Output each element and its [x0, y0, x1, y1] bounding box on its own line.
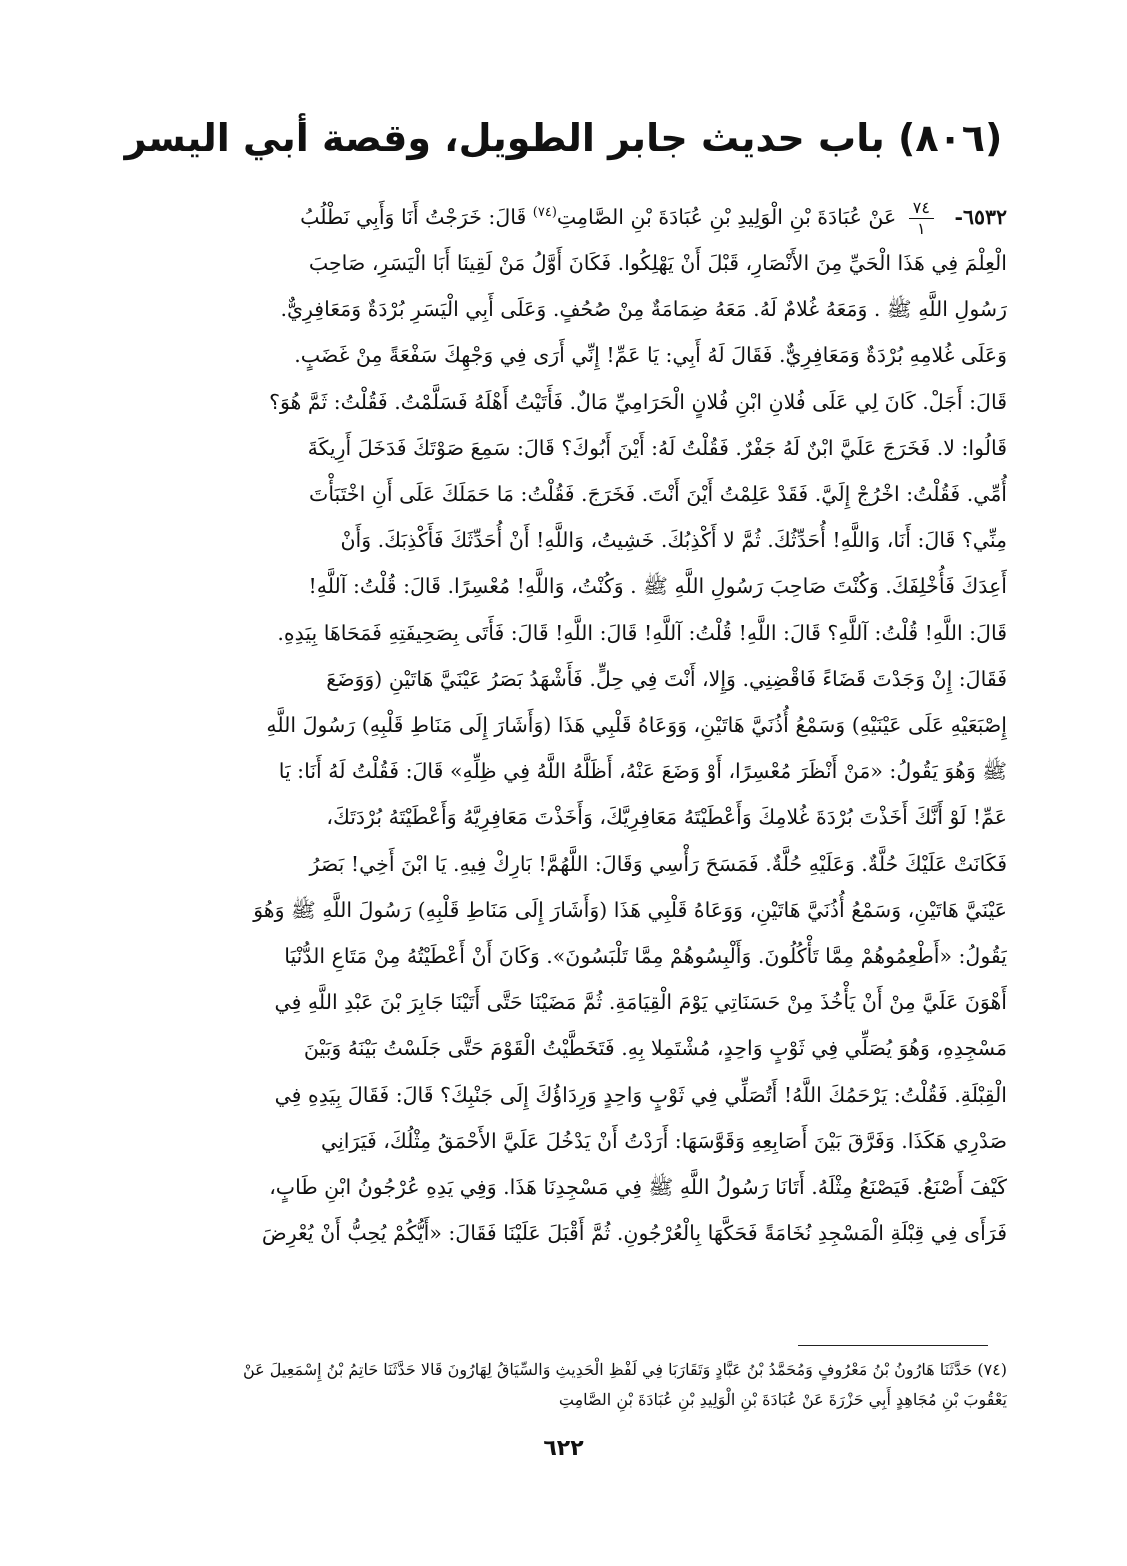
hadith-line: أَهْوَنَ عَلَيَّ مِنْ أَنْ يَأْخُذَ مِنْ حَسَنَاتِي يَوْمَ الْقِيَامَةِ. ثُمَّ مَضَيْنَا حَتَّى أَتَيْنَا جَابِرَ بْنَ عَبْدِ اللَّهِ فِي: [274, 990, 1007, 1015]
footnote-separator: [798, 1345, 988, 1346]
footnote-line: يَعْقُوبَ بْنِ مُجَاهِدٍ أَبِي حَزْرَةَ عَنْ عُبَادَةَ بْنِ الْوَلِيدِ بْنِ عُبَادَةَ بْنِ الصَّامِتِ: [558, 1390, 1007, 1409]
hadith-body: [122, 190, 1007, 1300]
hadith-line: وَعَلَى غُلامِهِ بُرْدَةٌ وَمَعَافِرِيٌّ. فَقَالَ لَهُ أَبِي: يَا عَمِّ! إِنِّي أَرَى فِي وَجْهِكَ سَفْعَةً مِنْ غَضَبٍ.: [294, 343, 1007, 368]
hadith-line: كَيْفَ أَصْنَعُ. فَيَصْنَعُ مِثْلَهُ. أَتَانَا رَسُولُ اللَّهِ ﷺ فِي مَسْجِدِنَا هَذَا. وَفِي يَدِهِ عُرْجُونُ ابْنِ طَابٍ،: [269, 1175, 1007, 1200]
hadith-line: قَالَ: أَجَلْ. كَانَ لِي عَلَى فُلانِ ابْنِ فُلانٍ الْحَرَامِيِّ مَالٌ. فَأَتَيْتُ أَهْلَهُ فَسَلَّمْتُ. فَقُلْتُ: ثَمَّ هُوَ؟: [269, 389, 1007, 414]
hadith-line: عَمِّ! لَوْ أَنَّكَ أَخَذْتَ بُرْدَةَ غُلامِكَ وَأَعْطَيْتَهُ مَعَافِرِيَّكَ، وَأَخَذْتَ مَعَافِرِيَّهُ وَأَعْطَيْتَهُ بُرْدَتَكَ،: [326, 805, 1007, 830]
hadith-number: ٦٥٣٢-: [954, 204, 1007, 229]
hadith-line: قَالُوا: لا. فَخَرَجَ عَلَيَّ ابْنٌ لَهُ جَفْرٌ. فَقُلْتُ لَهُ: أَيْنَ أَبُوكَ؟ قَالَ: سَمِعَ صَوْتَكَ فَدَخَلَ أَرِيكَةَ: [307, 435, 1007, 460]
footnote-line: (٧٤) حَدَّثَنَا هَارُونُ بْنُ مَعْرُوفٍ وَمُحَمَّدُ بْنُ عَبَّادٍ وَتَقَارَبَا فِي لَفْظِ الْحَدِيثِ وَالسِّيَاقُ لِهَارُونَ قَالا حَدَّثَنَا حَاتِمُ بْنُ إِسْمَعِيلَ عَنْ: [242, 1360, 1007, 1379]
hadith-first-line: [122, 190, 1007, 240]
hadith-line: مِنِّي؟ قَالَ: أَنَا، وَاللَّهِ! أُحَدِّثُكَ. ثُمَّ لا أَكْذِبُكَ. خَشِيتُ، وَاللَّهِ! أَنْ أُحَدِّثَكَ فَأَكْذِبَكَ. وَأَنْ: [340, 528, 1007, 553]
footnote: [122, 1355, 1007, 1415]
hadith-line: فَرَأَى فِي قِبْلَةِ الْمَسْجِدِ نُخَامَةً فَحَكَّهَا بِالْعُرْجُونِ. ثُمَّ أَقْبَلَ عَلَيْنَا فَقَالَ: «أَيُّكُمْ يُحِبُّ أَنْ يُعْرِضَ: [261, 1221, 1007, 1246]
reference-numerator: ٧٤: [909, 200, 934, 219]
chapter-title: (٨٠٦) باب حديث جابر الطويل، وقصة أبي اليسر: [124, 116, 1003, 160]
hadith-line: إِصْبَعَيْهِ عَلَى عَيْنَيْهِ) وَسَمْعُ أُذُنَيَّ هَاتَيْنِ، وَوَعَاهُ قَلْبِي هَذَا (وَأَشَارَ إِلَى مَنَاطِ قَلْبِهِ) رَسُولَ اللَّهِ: [266, 713, 1007, 738]
hadith-line: فَقَالَ: إِنْ وَجَدْتَ قَضَاءً فَاقْضِنِي. وَإِلا، أَنْتَ فِي حِلٍّ. فَأَشْهَدُ بَصَرُ عَيْنَيَّ هَاتَيْنِ (وَوَضَعَ: [326, 666, 1007, 691]
footnote-reference-marker: (٧٤): [532, 205, 557, 220]
hadith-reference-fraction: [909, 197, 934, 238]
hadith-line: الْقِبْلَةِ. فَقُلْتُ: يَرْحَمُكَ اللَّهُ! أَتُصَلِّي فِي ثَوْبٍ وَاحِدٍ وَرِدَاؤُكَ إِلَى جَنْبِكَ؟ قَالَ: فَقَالَ بِيَدِهِ فِي: [274, 1082, 1007, 1107]
hadith-line: فَكَانَتْ عَلَيْكَ حُلَّةٌ. وَعَلَيْهِ حُلَّةٌ. فَمَسَحَ رَأْسِي وَقَالَ: اللَّهُمَّ! بَارِكْ فِيهِ. يَا ابْنَ أَخِي! بَصَرُ: [309, 851, 1007, 876]
hadith-line: قَالَ: اللَّهِ! قُلْتُ: آللَّهِ؟ قَالَ: اللَّهِ! قُلْتُ: آللَّهِ! قَالَ: اللَّهِ! قَالَ: فَأَتَى بِصَحِيفَتِهِ فَمَحَاهَا بِيَدِهِ.: [277, 620, 1007, 645]
hadith-line: مَسْجِدِهِ، وَهُوَ يُصَلِّي فِي ثَوْبٍ وَاحِدٍ، مُشْتَمِلا بِهِ. فَتَخَطَّيْتُ الْقَوْمَ حَتَّى جَلَسْتُ بَيْنَهُ وَبَيْنَ: [303, 1036, 1007, 1061]
hadith-line: ﷺ وَهُوَ يَقُولُ: «مَنْ أَنْظَرَ مُعْسِرًا، أَوْ وَضَعَ عَنْهُ، أَظَلَّهُ اللَّهُ فِي ظِلِّهِ» قَالَ: فَقُلْتُ لَهُ أَنَا: يَا: [278, 759, 1007, 784]
hadith-line: يَقُولُ: «أَطْعِمُوهُمْ مِمَّا تَأْكُلُونَ. وَأَلْبِسُوهُمْ مِمَّا تَلْبَسُونَ». وَكَانَ أَنْ أَعْطَيْتُهُ مِنْ مَتَاعِ الدُّنْيَا: [284, 944, 1007, 969]
hadith-chain-text: عَنْ عُبَادَةَ بْنِ الْوَلِيدِ بْنِ عُبَادَةَ بْنِ الصَّامِتِ: [556, 204, 897, 229]
hadith-first-line-tail: قَالَ: خَرَجْتُ أَنَا وَأَبِي نَطْلُبُ: [300, 204, 527, 229]
hadith-line: صَدْرِي هَكَذَا. وَفَرَّقَ بَيْنَ أَصَابِعِهِ وَقَوَّسَهَا: أَرَدْتُ أَنْ يَدْخُلَ عَلَيَّ الأَحْمَقُ مِثْلُكَ، فَيَرَانِي: [320, 1128, 1007, 1153]
hadith-line: أُمِّي. فَقُلْتُ: اخْرُجْ إِلَيَّ. فَقَدْ عَلِمْتُ أَيْنَ أَنْتَ. فَخَرَجَ. فَقُلْتُ: مَا حَمَلَكَ عَلَى أَنِ اخْتَبَأْتَ: [309, 482, 1007, 507]
hadith-line: أَعِدَكَ فَأُخْلِفَكَ. وَكُنْتَ صَاحِبَ رَسُولِ اللَّهِ ﷺ . وَكُنْتُ، وَاللَّهِ! مُعْسِرًا. قَالَ: قُلْتُ: آللَّهِ!: [308, 574, 1007, 599]
reference-denominator: ١: [917, 218, 926, 238]
page-number: ٦٢٢: [543, 1436, 584, 1461]
hadith-line: رَسُولِ اللَّهِ ﷺ . وَمَعَهُ غُلامٌ لَهُ. مَعَهُ ضِمَامَةٌ مِنْ صُحُفٍ. وَعَلَى أَبِي الْيَسَرِ بُرْدَةٌ وَمَعَافِرِيٌّ.: [280, 297, 1007, 322]
hadith-line: عَيْنَيَّ هَاتَيْنِ، وَسَمْعُ أُذُنَيَّ هَاتَيْنِ، وَوَعَاهُ قَلْبِي هَذَا (وَأَشَارَ إِلَى مَنَاطِ قَلْبِهِ) رَسُولَ اللَّهِ ﷺ وَهُوَ: [253, 897, 1007, 922]
hadith-line: الْعِلْمَ فِي هَذَا الْحَيِّ مِنَ الأَنْصَارِ، قَبْلَ أَنْ يَهْلِكُوا. فَكَانَ أَوَّلُ مَنْ لَقِينَا أَبَا الْيَسَرِ، صَاحِبَ: [308, 251, 1007, 276]
